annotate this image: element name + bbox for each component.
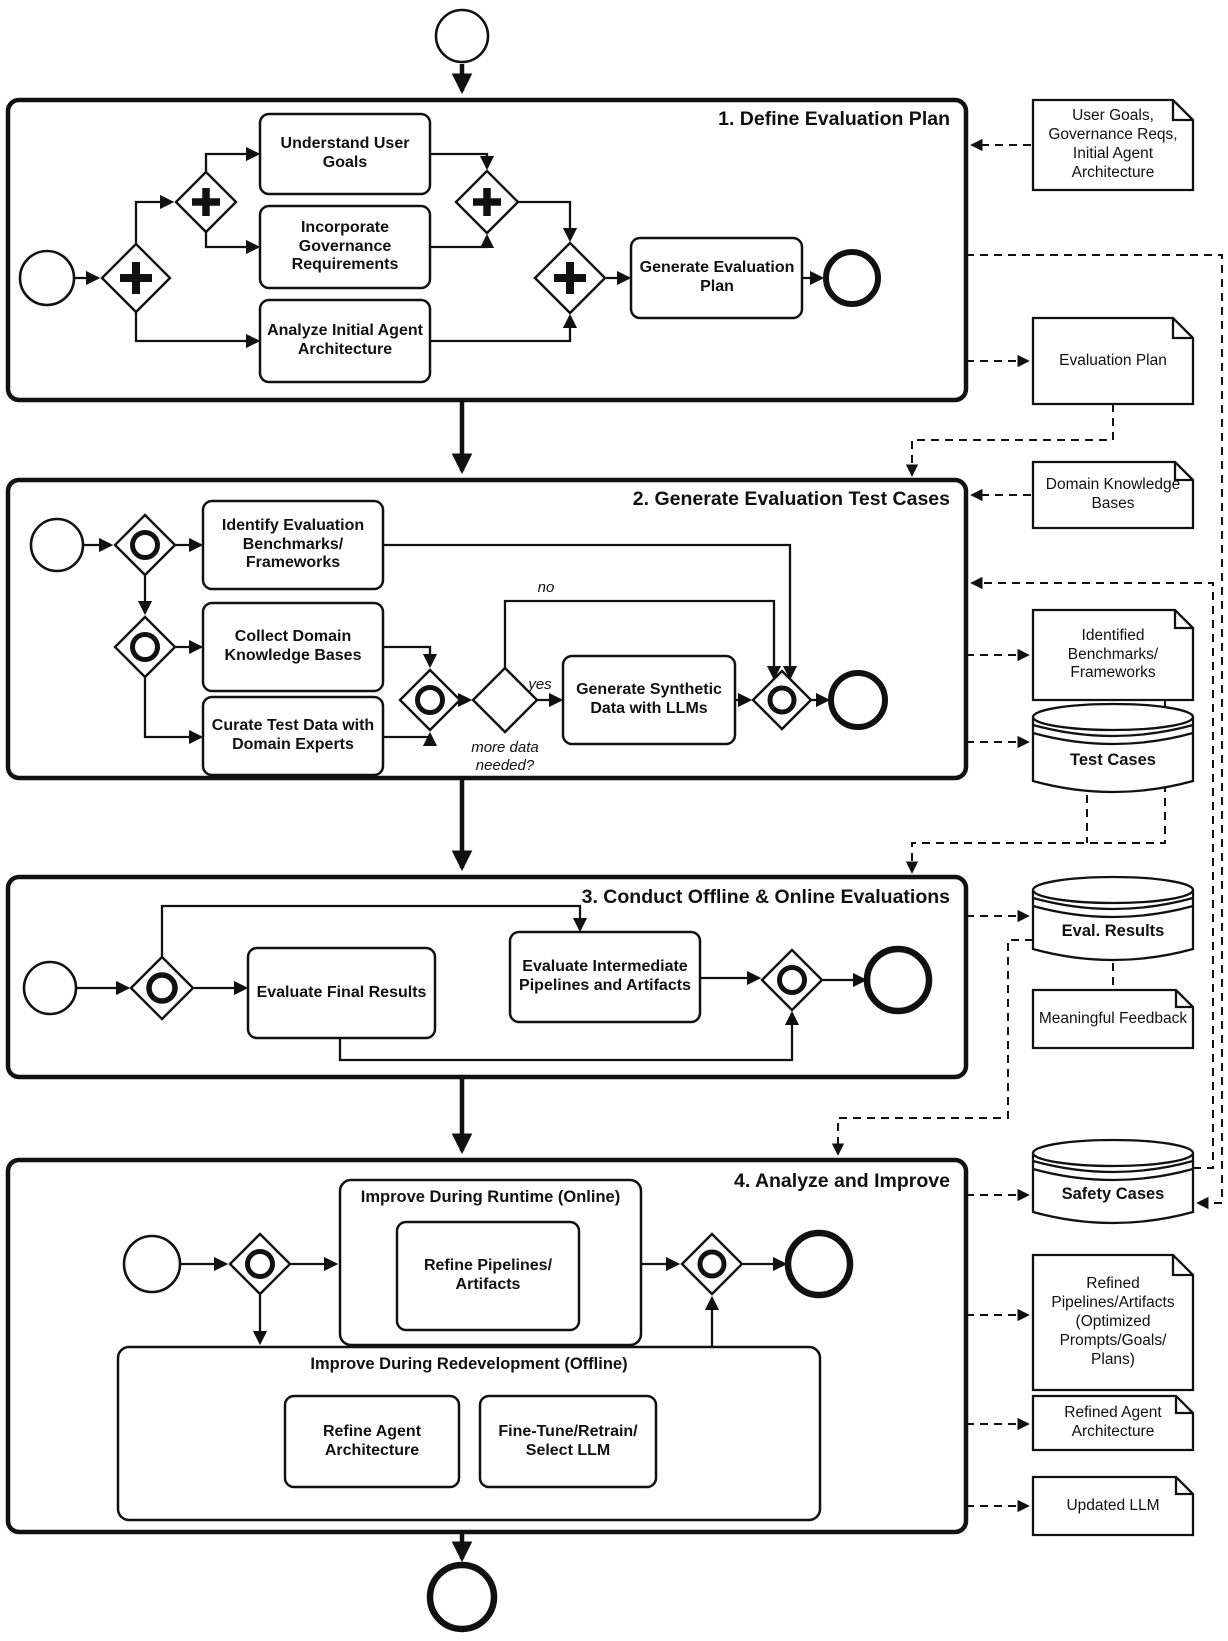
label-more-data-needed: more data needed? [471, 739, 539, 774]
doc-meaningful-feedback-label: Meaningful Feedback [1038, 1009, 1188, 1027]
datastore-test-cases [1033, 704, 1193, 792]
s1-end-event [826, 252, 878, 304]
doc-user-goals-label: User Goals, Governance Reqs, Initial Agent Architecture [1048, 107, 1178, 181]
subprocess-online-title: Improve During Runtime (Online) [360, 1188, 621, 1206]
section-2-title: 2. Generate Evaluation Test Cases [632, 488, 950, 510]
s4-online-end-event [788, 1233, 850, 1295]
task-finetune-retrain-llm [480, 1396, 656, 1487]
label-yes: yes [528, 676, 552, 694]
s2-end-event [831, 673, 885, 727]
section-1-title: 1. Define Evaluation Plan [718, 108, 950, 130]
task-curate-test-data-label: Curate Test Data with Domain Experts [211, 717, 375, 753]
task-refine-agent-architecture [285, 1396, 459, 1487]
task-evaluate-final-results [248, 948, 435, 1038]
doc-evaluation-plan [1033, 318, 1193, 404]
global-end-event [430, 1565, 494, 1629]
task-evaluate-final-results-label: Evaluate Final Results [256, 983, 427, 1001]
s2-start-event [31, 519, 83, 571]
doc-refined-agent-architecture [1033, 1396, 1193, 1450]
global-start-event [436, 10, 488, 62]
doc-domain-kb-label: Domain Knowledge Bases [1045, 476, 1181, 512]
doc-refined-pipelines-artifacts [1033, 1255, 1193, 1390]
section-3-title: 3. Conduct Offline & Online Evaluations [581, 886, 950, 908]
task-evaluate-intermediate [510, 932, 700, 1022]
task-understand-user-goals-label: Understand User Goals [280, 135, 410, 171]
doc-refined-pipelines-label: Refined Pipelines/Artifacts (Optimized Prompts/Goals/ Plans) [1051, 1275, 1175, 1368]
task-understand-user-goals [260, 114, 430, 194]
doc-domain-knowledge-bases [1033, 462, 1193, 528]
task-analyze-architecture-label: Analyze Initial Agent Architecture [267, 322, 423, 358]
doc-refined-architecture-label: Refined Agent Architecture [1064, 1404, 1162, 1440]
datastore-safety-cases-label: Safety Cases [1061, 1185, 1165, 1204]
task-refine-pipelines-artifacts-label: Refine Pipelines/ Artifacts [423, 1257, 553, 1293]
doc-updated-llm-label: Updated LLM [1066, 1496, 1160, 1514]
task-incorporate-governance-label: Incorporate Governance Requirements [291, 218, 399, 274]
s3-end-event [867, 949, 929, 1011]
task-identify-benchmarks [203, 501, 383, 589]
section-4-title: 4. Analyze and Improve [733, 1170, 950, 1192]
doc-identified-benchmarks-label: Identified Benchmarks/ Frameworks [1067, 626, 1159, 682]
subprocess-improve-redevelopment-offline [118, 1347, 820, 1520]
s1-start-event [20, 251, 74, 305]
doc-identified-benchmarks [1033, 610, 1193, 700]
datastore-eval-results-label: Eval. Results [1061, 922, 1165, 941]
datastore-safety-cases [1033, 1140, 1193, 1223]
task-collect-domain-kb-label: Collect Domain Knowledge Bases [224, 628, 362, 664]
section-1-define-evaluation-plan [8, 100, 966, 400]
datastore-eval-results [1033, 877, 1193, 960]
task-finetune-retrain-llm-label: Fine-Tune/Retrain/ Select LLM [498, 1422, 638, 1459]
task-incorporate-governance [260, 206, 430, 288]
task-curate-test-data [203, 697, 383, 775]
doc-user-goals-governance-architecture [1033, 100, 1193, 190]
subprocess-offline-title: Improve During Redevelopment (Offline) [310, 1355, 628, 1373]
task-evaluate-intermediate-label: Evaluate Intermediate Pipelines and Artifacts [519, 958, 691, 994]
doc-updated-llm [1033, 1477, 1193, 1535]
task-generate-synthetic-data [563, 656, 735, 744]
s3-start-event [24, 962, 76, 1014]
task-analyze-architecture [260, 300, 430, 382]
task-generate-synthetic-data-label: Generate Synthetic Data with LLMs [576, 681, 722, 717]
task-identify-benchmarks-label: Identify Evaluation Benchmarks/ Frameworks [221, 516, 365, 572]
s4-online-start-event [124, 1236, 180, 1292]
label-no: no [537, 579, 555, 597]
task-generate-evaluation-plan [631, 238, 802, 318]
task-refine-agent-architecture-label: Refine Agent Architecture [322, 1422, 422, 1459]
task-refine-pipelines-artifacts [397, 1222, 579, 1330]
task-generate-evaluation-plan-label: Generate Evaluation Plan [639, 259, 795, 295]
doc-meaningful-feedback [1033, 990, 1193, 1048]
datastore-test-cases-label: Test Cases [1070, 751, 1156, 770]
task-collect-domain-kb [203, 603, 383, 691]
document-artifacts [1033, 100, 1193, 1535]
doc-evaluation-plan-label: Evaluation Plan [1059, 351, 1167, 369]
